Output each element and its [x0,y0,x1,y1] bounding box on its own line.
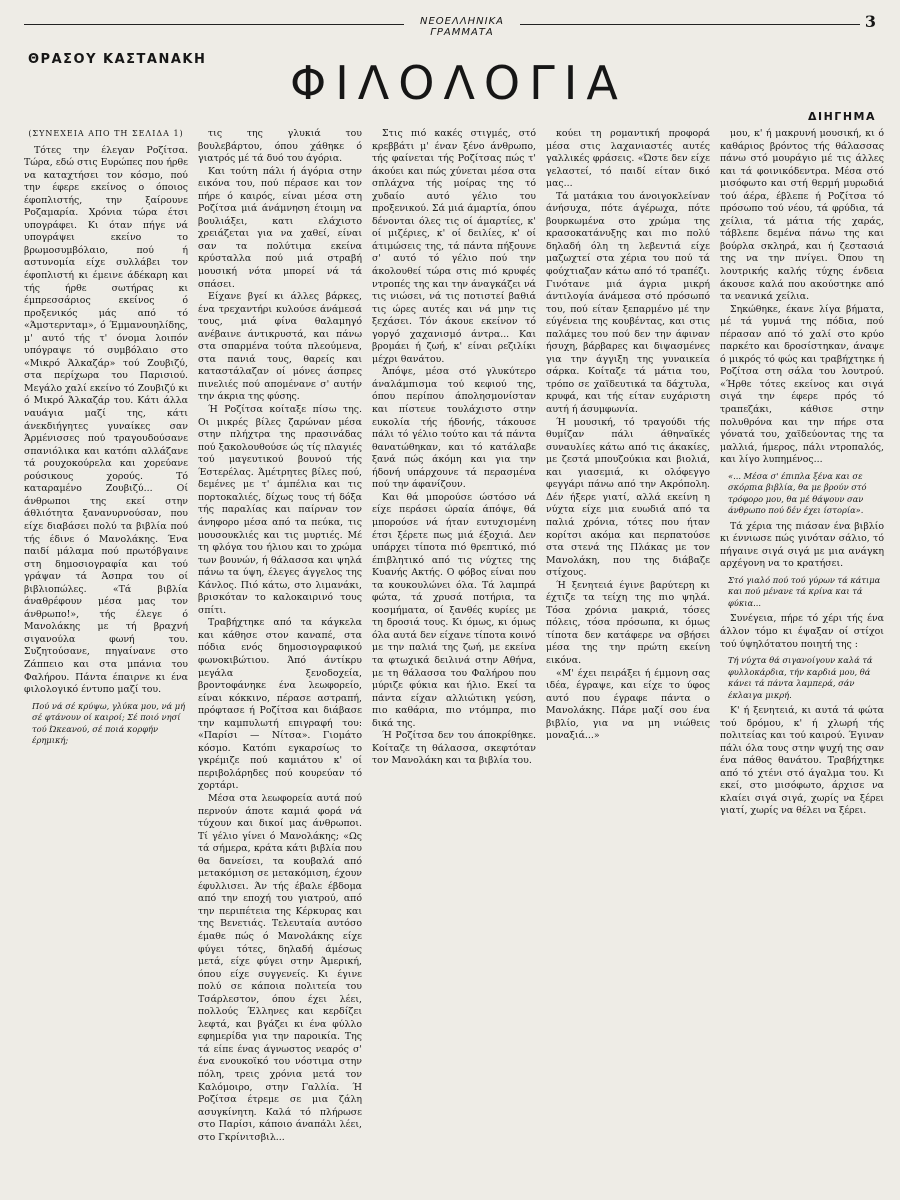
column-5-quote: «... Μέσα σ' έπιπλα ξένα και σε σκόρπια βιβλία, θα με βρούν στό τρόφορο μου, θα μέ θάψουν σαν άνθρωπο πού δέν έχει ίστορία». [728,470,867,516]
column-2-paragraph: Μέσα στα λεωφορεία αυτά πού περνούν άποτε καμιά φορά νά τύχουν και δικοί μας άνθρωποι. Τί γέλιο γίνει ό Μανολάκης; «Ως τά σήμερα, κράτα κάτι βιβλία που θα δανείσει, τα κουβαλά από μετακόμιση σε μετακόμιση, έχουν έφυλλισει. Άν τής έβαλε έβδομα από την εποχή του γιατρού, από την περιπέτεια της Κέρκυρας και της Βενετιάς. Τελευταία αυτόσο έμαθε πώς ό Μανολάκης είχε φύγει τότες, δηλαδή άμέσως μετά, είχε φύγει στην Άμερική, όπου είχε συγγενείς. Κι έγινε πολύ σε κάποια πολιτεία του Τσάρλεστον, όπου έχει λέει, πολλούς Έλληνες και κερδίζει λεφτά, και βγάζει κι ένα φύλλο εφημερίδα για την παροικία. Της τά είπε ένας άγνωστος νεαρός σ' ένα ενουκοϊκό του νόστιμα στην πόλη, τρεις χρόνια μετά τον Καλόμοιρο, στην Γαλλία. Ή Ροζίτσα έτρεμε σε μια ζάλη ασυγκίνητη. Καλά τό πλήρωσε στο Παρίσι, κάποιο άναπάλι λέει, στο Γκρίνιτσβιλ... [198,792,362,1143]
column-5-paragraph: Τά χέρια της πιάσαν ένα βιβλίο κι έννιωσε πώς γινόταν σάλιο, τό πήγαινε σιγά σιγά με μια ανάγκη αρχέγονη να το κρατήσει. [720,520,884,570]
masthead-rule-left [24,24,404,25]
column-3-paragraph: Άπόψε, μέσα στό γλυκύτερο άναλάμπισμα τού κεφιού της, όπου περίπου άπολησμονίσταν και πίστευε τουλάχιστο στην ευκολία τής ήδονής, τάκουσε πάλι τό γέλιο τούτο και τά πάντα θανατώθηκαν, και τό κατάλαβε ξανά πώς άκόμη και για την ήδονή υπάρχουνε τά περασμένα πού την άφανίζουν. [372,366,536,491]
column-4-paragraph: Ή μουσική, τό τραγούδι τής θυμίζαν πάλι άθηναϊκές συναυλίες κάτω από τις άκακίες, με ζεστά μπουζούκια και βιολιά, και γιασεμιά, κι ολόφεγγο φεγγάρι πάνω από την Ακρόπολη. Δέν ήξερε γιατί, αλλά εκείνη η νύχτα είχε μια ευωδιά από τα παλιά χρόνια, τότες που ήταν κορίτσι ακόμα και περπατούσε στα στενά της Πλάκας με τον Μανολάκη, που της διάβαζε στίχους. [546,416,710,579]
column-5-paragraph: Συνέγεια, πήρε τό χέρι τής ένα άλλον τόμο κι έψαξαν οί στίχοι τού ύψηλότατου ποιητή της : [720,613,884,650]
column-4-paragraph: Τά ματάκια του άνοιγοκλείναν άνήσυχα, πότε άγέρωχα, πότε βουρκωμένα στο χρώμα της κρασοκατάνυξης και πιο πολύ δηλαδή όλη τη λεβεντιά είχε μαζωχτεί στα χέρια του πού τά φούχτιαζαν κάτω από τό τραπέζι. Γινότανε μιά άγρια μικρή άντιλογία άνάμεσα στό πρόσωπό του, πού είταν ξεπαρμένο μέ την εύγένεια της κουβέντας, και στις παλάμες του πού δεν την άφιναν ήσυχη, βάρβαρες και διψασμένες για την άγγιξη της γυναικεία σάρκα. Κοίταζε τά μάτια του, τρόπο σε χαϊδευτικά τα δάχτυλα, κρυφά, και τής είταν ευχάριστη αυτή ή άσυμφωνία. [546,190,710,416]
column-2-paragraph: Είχανε βγεί κι άλλες βάρκες, ένα τρεχαντήρι κυλούσε άνάμεσά τους, μιά φίνα θαλαμηγό ανέβαινε άντικρυστά, και πάνω στα σπαρμένα τούτα πλεούμενα, στα πανιά τους, θαρείς και καταστάλαζαν οί μόνες άσπρες πινελιές πού απομένανε σ' αυτήν την άκρια της φύσης. [198,291,362,403]
column-2-paragraph: Και τούτη πάλι ή άγόρια στην εικόνα του, πού πέρασε και τον πήρε ό καιρός, είναι μέσα στη Ροζίτσα μιά άνάμνηση έτοιμη να βουλιάξει, κατι ελάχιστο χρειάζεται για να χαθεί, είναι σαν τα πολύτιμα εκείνα κρύσταλλα πού μιά στραβή μουσική νότα μπορεί νά τά σπάσει. [198,165,362,290]
continued-note: (ΣΥΝΕΧΕΙΑ ΑΠΟ ΤΗ ΣΕΛΙΔΑ 1) [28,129,184,138]
column-5-paragraph: Κ' ή ξενητειά, κι αυτά τά φώτα τού δρόμου, κ' ή χλωρή τής πολιτείας και τού καιρού. Έγιναν πάλι όλα τους στην ψυχή της σαν ένα πάθος θανάτου. Τραβήχτηκε από τό χτένι στό άγαλμα του. Κι εκεί, στο μισόφωτο, άρχισε να κλαίει σιγά σιγά, χωρίς να ξέρει γιατί, χωρίς να θέλει να ξέρει. [720,705,884,817]
column-5-paragraph: μου, κ' ή μακρυνή μουσική, κι ό καθάριος βρόντος τής θάλασσας πάνω στό μουράγιο μέ τις άλλες και τά φοινικόδεντρα. Μέσα στό μισόφωτο και στή θερμή μυρωδιά τού άέρα, έβλεπε ή Ροζίτσα τό πρόσωπο τού νέου, τά φρύδια, τά χείλια, τά μάτια τής χαράς, τάβλεπε δεμένα πάνω της και βούρλα σκληρά, και ή ζεστασιά της να την πνίγει. Όπου τη λουτρικής καλής τύχης ένδεια άκουσε καλά που ακούστηκε από τα νεανικά χείλια. [720,128,884,303]
column-3-paragraph: Και θά μπορούσε ώστόσο νά είχε περάσει ώραία άπόψε, θά μπορούσε νά ήταν ευτυχισμένη έτσι ξέρετε πως μιά έξοχιά. Δεν υπάρχει τίποτα πιό θρεπτικό, πιό έπιβλητικό από τις νύχτες της Κυανής Ακτής. Ο φόβος είναι που τα κουκουλώνει όλα. Τά λαμπρά φώτα, τά χρυσά ποτήρια, τα κοσμήματα, οί ξανθές κυρίες με τη δροσιά τους. Κι όμως, κι όμως όλα αυτά δεν είχανε τίποτα κοινό με την παλιά της ζωή, με εκείνα τα φτωχικά δειλινά στην Αθήνα, με τη θάλασσα του Φαλήρου που μύριζε φύκια και ήλιο. Εκεί τα πάντα είχαν αλλιώτικη γεύση, πιο καθάρια, πιο ντόμπρα, πιο δικά της. [372,491,536,729]
article-title: ΦΙΛΟΛΟΓΙΑ [290,56,627,110]
masthead-rule-right [520,24,860,25]
column-1-verse: Πού νά σέ κρύψω, γλύκα μου, νά μή σέ φτάνουν οί καιροί; Σέ ποιό νησί τού Ώκεανού, σέ ποιά κορφήν έρημική; [32,700,186,746]
text-columns [24,128,884,1188]
column-2 [198,128,362,1188]
column-4-paragraph: Ή ξενητειά έγινε βαρύτερη κι έχτιζε τα τείχη της πιο ψηλά. Τόσα χρόνια μακριά, τόσες πόλεις, τόσα πρόσωπα, κι όμως τίποτα δεν κατάφερε να σβήσει μέσα της την πρώτη εκείνη εικόνα. [546,579,710,666]
column-2-paragraph: Ή Ροζίτσα κοίταξε πίσω της. Οι μικρές βίλες ζαρώναν μέσα στην πλήχτρα της πρασινάδας πού ξακολουθούσε ώς τίς πλαγιές τού μαγευτικού βουνού τής Έστερέλας. Άμέτρητες βίλες πού, δεμένες με τ' άμπέλια και τις πορτοκαλιές, δίχως τους τή δόξα τής παραλίας και παίρναν τον άνηφορο μέσα από τα πεύκα, τις μουσουκλιές και τις μυρτιές. Μέ τη φλόγα του ήλιου και το χρώμα των βουνών, ή θάλασσα και ψηλά πάνω τα ύψη, έλεγες άγγελος της Κάνλος. Πιό κάτω, στο λιμανάκι, βρισκόταν το καλοκαιρινό τους σπίτι. [198,404,362,616]
masthead [0,14,900,36]
column-2-paragraph: Τραβήχτηκε από τα κάγκελα και κάθησε στον καναπέ, στα πόδια ενός δημοσιογραφικού φωνοκιβώτιου. Άπό άντίκρυ μεγάλα ξενοδοχεία, βροντοφάνηκε ένα λεωφορείο, είναι κόκκινο, πέρασε αστραπή, πρόφτασε ή Ροζίτσα και διάβασε την καμπυλωτή επιγραφή του: «Παρίσι — Νίτσα». Γιομάτο κόσμο. Κατόπι εγκαρσίως το γκρέμιζε πού καμιάτου κ' οί περιβολάρηδες πού κουρεύαν τό χορτάρι. [198,617,362,792]
column-5-quote: Τή νύχτα θά σιγανοίγουν καλά τά φυλλοκάρδια, τήν καρδιά μου, θά κάνει τά πάντα λαμπερά, σάν έκλαιγα μικρή. [728,655,873,700]
column-3 [372,128,536,1188]
article-author: ΘΡΑΣΟΥ ΚΑΣΤΑΝΑΚΗ [28,52,207,67]
column-5-paragraph: Σηκώθηκε, έκανε λίγα βήματα, μέ τά γυμνά της πόδια, πού πέρασαν από τό χαλί στο κρύο παρκέτο και δροσίστηκαν, άναψε ό μικρός τό φώς και τραβήχτηκε ή Ροζίτσα στη σάλα του λουτρού. «Ήρθε τότες εκείνος και σιγά σιγά την έφερε πρός τό τραπεζάκι, κάθισε στην πολυθρόνα και την πήρε στα γόνατά του, χαϊδεύοντας της τα μαλλιά, ήμερος, πάλι ντροπαλός, και λίγο λυπημένος... [720,303,884,466]
column-2-paragraph: τις της γλυκιά του βουλεβάρτου, όπου χάθηκε ό γιατρός μέ τά δυό του άγόρια. [198,128,362,165]
column-4-paragraph: κούει τη ρομαντική προφορά μέσα στις λαχανιαστές αυτές γαλλικές φράσεις. «Ώστε δεν είχε γελαστεί, τό παιδί είταν δικό μας... [546,128,710,190]
column-3-paragraph: Στις πιό κακές στιγμές, στό κρεββάτι μ' έναν ξένο άνθρωπο, τής φαίνεται τής Ροζίτσας πώς τ' άκούει και πώς χύνεται μέσα στα σπλάχνα τής μοίρας της τό χυδαίο αυτό γέλιο του προξενικού. Σά μιά άμαρτία, όπου δένονται όλες τις οί άμαρτίες, κ' οί μιζέριες, κ' οί δειλίες, κ' οί άτιμώσεις της, τά πάντα πήξουνε σ' αυτό τό γέλιο πού την άκολουθεί τώρα στις πιό κρυφές ντροπές της και την άναγκάζει νά τις νιώσει, νά τις ποτιστεί βαθιά τις ώρες αυτές και νά μην τις ξεχάσει. Τόν άκουε εκείνον τό γοργό χαχανισμό άντρα... Και βρομάει ή ζωή, κ' είναι ρεζιλίκι μέχρι θανάτου. [372,128,536,365]
column-5-quote: Στό γιαλό πού τού γύρων τά κάτιμα και πού μένανε τά κρίνα και τά φύκια... [728,574,881,608]
article-genre: ΔΙΗΓΗΜΑ [808,110,876,123]
column-4 [546,128,710,1188]
page-number: 3 [864,12,876,31]
column-1 [24,128,188,1188]
masthead-title: ΝΕΟΕΛΛΗΝΙΚΑ ΓΡΑΜΜΑΤΑ [419,16,505,38]
column-4-paragraph: «Μ' έχει πειράξει ή έμμονη σας ιδέα, έγραψε, και είχε το ύφος αυτό που έγραφε πάντα ο Μανολάκης. Πάρε μαζί σου ένα βιβλίο, για να μη νιώθεις μοναξιά...» [546,667,710,742]
column-1-paragraph: Τότες την έλεγαν Ροζίτσα. Τώρα, εδώ στις Ευρώπες που ήρθε να καταχτήσει τον κόσμο, πού την έφερε εκείνος ο όποιος έφοπλιστής, την ξαίρουνε Ροζαμαρία. Χρόνια τώρα έτσι υπογράφει. Κι όταν πήγε νά υπογράψει εκείνο το βρωμοσυμβόλαιο, πού ή αστυνομία είχε συλλάβει τον έφοπλιστή κι έμεινε άδέκαρη και τής ήρθε σωτήρας κι έμπρεσσάριος εκείνος ό προξενικός μάς από τό «Άμστερνταμ», ό Έμμανουηλίδης, μ' αυτό τής τ' όνομα λοιπόν υπόγραψε τό συμβόλαιο στο «Μικρό Άλκαζάρ» τού Ζουβιζύ, στα περίχωρα του Παρισιού. Μεγάλο χαλί εκείνο τό Ζουβιζύ κι ό Μικρό Άλκαζάρ του. Κάτι άλλα ναυάγια μαζί της, κάτι άνεκδιήγητες γυναίκες σαν Άρμένισσες πού τραγουδούσανε σπανιόλικα και κατόπι αλλάζανε τά ρουχοκούρελα και χορεύανε ρούσικους χορούς. Τό καταραμένο Ζουβιζύ... Οί άνθρωποι της εκεί στην άθλιότητα ξανανυρνούσαν, που είχε διαβάσει πολύ τα βιβλία πού τής έδινε ό Μανολάκης. Ένα παιδί μάλαμα πού πρωτόβγαινε στη δημοσιογραφία και τού γράψαν τά Άσπρα του οί βιβλιοπώλες. «Τά βιβλία άναθρέφουν μέσα μας τον άνθρωπο!», τής έλεγε ό Μανολάκης με τή βραχνή σιγανούλα φωνή του. Συζητούσανε, πηγαίνανε στο Ζάππειο και στα μπάνια του Φαλήρου. Πάντα έπαιρνε κι ένα φιλολογικό έντυπο μαζί του. [24,144,188,696]
column-3-paragraph: Ή Ροζίτσα δεν του άποκρίθηκε. Κοίταζε τη θάλασσα, σκεφτόταν τον Μανολάκη και τα βιβλία του. [372,730,536,767]
column-5 [720,128,884,1188]
